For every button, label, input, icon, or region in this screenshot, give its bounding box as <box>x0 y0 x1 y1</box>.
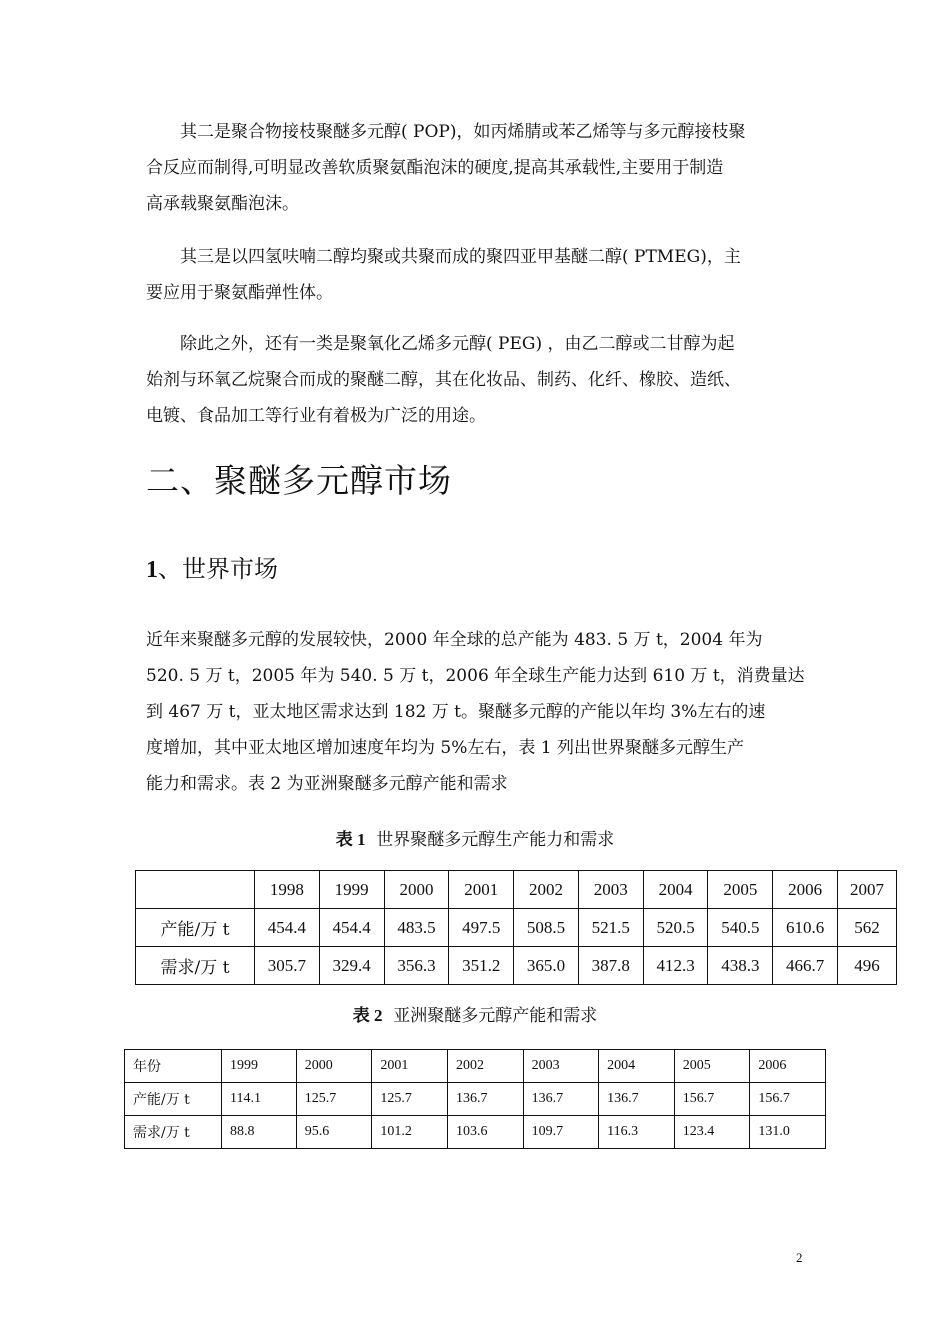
table-cell: 305.7 <box>255 947 320 985</box>
subsection-number: 1 <box>146 557 158 583</box>
table-cell: 123.4 <box>674 1116 750 1149</box>
table1-caption <box>0 828 950 852</box>
table-cell: 497.5 <box>449 909 514 947</box>
table-cell: 101.2 <box>372 1116 448 1149</box>
table-year-cell: 2001 <box>449 871 514 909</box>
table-year-cell: 2005 <box>708 871 773 909</box>
table-cell: 125.7 <box>372 1083 448 1116</box>
table-cell: 483.5 <box>384 909 449 947</box>
table-row-header: 产能/万 t <box>136 909 255 947</box>
table-cell: 156.7 <box>674 1083 750 1116</box>
paragraph-line: 高承载聚氨酯泡沫。 <box>146 194 299 214</box>
table-cell: 438.3 <box>708 947 773 985</box>
table-year-cell: 2001 <box>372 1050 448 1083</box>
table-header-row <box>125 1050 826 1083</box>
table-row <box>136 947 897 985</box>
table-cell: 136.7 <box>599 1083 675 1116</box>
paragraph-line: 始剂与环氧乙烷聚合而成的聚醚二醇，其在化妆品、制药、化纤、橡胶、造纸、 <box>146 370 741 390</box>
table-cell: 521.5 <box>578 909 643 947</box>
table-year-cell: 1998 <box>255 871 320 909</box>
table-cell: 114.1 <box>222 1083 297 1116</box>
table-cell: 131.0 <box>750 1116 826 1149</box>
table-cell: 562 <box>838 909 897 947</box>
table-year-cell: 2003 <box>578 871 643 909</box>
table-row-header: 产能/万 t <box>125 1083 222 1116</box>
world-capacity-table <box>135 870 897 985</box>
table-row-header: 需求/万 t <box>125 1116 222 1149</box>
table-year-cell: 2000 <box>384 871 449 909</box>
table-year-cell: 2003 <box>523 1050 599 1083</box>
table2-caption <box>0 1004 950 1028</box>
table-cell: 109.7 <box>523 1116 599 1149</box>
section-heading: 二、聚醚多元醇市场 <box>146 461 452 500</box>
table-cell: 125.7 <box>296 1083 372 1116</box>
table-cell: 508.5 <box>514 909 579 947</box>
paragraph-peg <box>146 326 808 434</box>
asia-capacity-table <box>124 1049 826 1149</box>
table-cell: 136.7 <box>523 1083 599 1116</box>
paragraph-line: 电镀、食品加工等行业有着极为广泛的用途。 <box>146 406 486 426</box>
table-cell: 520.5 <box>643 909 708 947</box>
table-cell: 103.6 <box>447 1116 523 1149</box>
table-cell: 454.4 <box>319 909 384 947</box>
table-year-cell: 2004 <box>643 871 708 909</box>
table-row-header: 年份 <box>125 1050 222 1083</box>
table-cell: 454.4 <box>255 909 320 947</box>
table-cell: 95.6 <box>296 1116 372 1149</box>
table-row-header: 需求/万 t <box>136 947 255 985</box>
page-number: 2 <box>796 1250 803 1265</box>
table-cell: 329.4 <box>319 947 384 985</box>
table-year-cell: 2002 <box>514 871 579 909</box>
paragraph-ptmeg <box>146 239 808 311</box>
table-cell: 88.8 <box>222 1116 297 1149</box>
paragraph-line: 合反应而制得,可明显改善软质聚氨酯泡沫的硬度,提高其承载性,主要用于制造 <box>146 158 724 178</box>
paragraph-world-market <box>146 622 808 802</box>
paragraph-line: 要应用于聚氨酯弹性体。 <box>146 283 333 303</box>
table-row-header <box>136 871 255 909</box>
subsection-heading <box>146 551 278 588</box>
table-year-cell: 2004 <box>599 1050 675 1083</box>
table-row <box>125 1116 826 1149</box>
table-cell: 356.3 <box>384 947 449 985</box>
table-cell: 540.5 <box>708 909 773 947</box>
table1-caption-label: 表 1 <box>335 830 366 849</box>
table-row <box>125 1083 826 1116</box>
table-year-cell: 2002 <box>447 1050 523 1083</box>
table-year-cell: 1999 <box>222 1050 297 1083</box>
paragraph-line: 其三是以四氢呋喃二醇均聚或共聚而成的聚四亚甲基醚二醇( PTMEG)，主 <box>180 247 741 267</box>
paragraph-line: 近年来聚醚多元醇的发展较快，2000 年全球的总产能为 483. 5 万 t，2004 年为 <box>146 630 763 650</box>
table-cell: 351.2 <box>449 947 514 985</box>
table-year-cell: 2006 <box>750 1050 826 1083</box>
table-cell: 387.8 <box>578 947 643 985</box>
table-cell: 412.3 <box>643 947 708 985</box>
paragraph-line: 到 467 万 t，亚太地区需求达到 182 万 t。聚醚多元醇的产能以年均 3%左右的速 <box>146 702 766 722</box>
table-cell: 156.7 <box>750 1083 826 1116</box>
table-cell: 610.6 <box>773 909 838 947</box>
table-year-cell: 2007 <box>838 871 897 909</box>
table-cell: 116.3 <box>599 1116 675 1149</box>
table2-caption-text: 亚洲聚醚多元醇产能和需求 <box>393 1006 598 1026</box>
table-header-row <box>136 871 897 909</box>
paragraph-pop <box>146 114 808 222</box>
table2-caption-label: 表 2 <box>352 1006 383 1025</box>
table-year-cell: 1999 <box>319 871 384 909</box>
paragraph-line: 度增加，其中亚太地区增加速度年均为 5%左右，表 1 列出世界聚醚多元醇生产 <box>146 738 744 758</box>
subsection-title: 、世界市场 <box>158 555 278 583</box>
table-year-cell: 2005 <box>674 1050 750 1083</box>
paragraph-line: 除此之外，还有一类是聚氧化乙烯多元醇( PEG) ，由乙二醇或二甘醇为起 <box>180 334 735 354</box>
paragraph-line: 520. 5 万 t，2005 年为 540. 5 万 t，2006 年全球生产能力达到 610 万 t，消费量达 <box>146 666 805 686</box>
table1-caption-text: 世界聚醚多元醇生产能力和需求 <box>376 830 615 850</box>
table-year-cell: 2006 <box>773 871 838 909</box>
table-cell: 466.7 <box>773 947 838 985</box>
table-year-cell: 2000 <box>296 1050 372 1083</box>
table-cell: 365.0 <box>514 947 579 985</box>
table-cell: 496 <box>838 947 897 985</box>
paragraph-line: 能力和需求。表 2 为亚洲聚醚多元醇产能和需求 <box>146 774 508 794</box>
table-cell: 136.7 <box>447 1083 523 1116</box>
paragraph-line: 其二是聚合物接枝聚醚多元醇( POP)，如丙烯腈或苯乙烯等与多元醇接枝聚 <box>180 122 746 142</box>
table-row <box>136 909 897 947</box>
